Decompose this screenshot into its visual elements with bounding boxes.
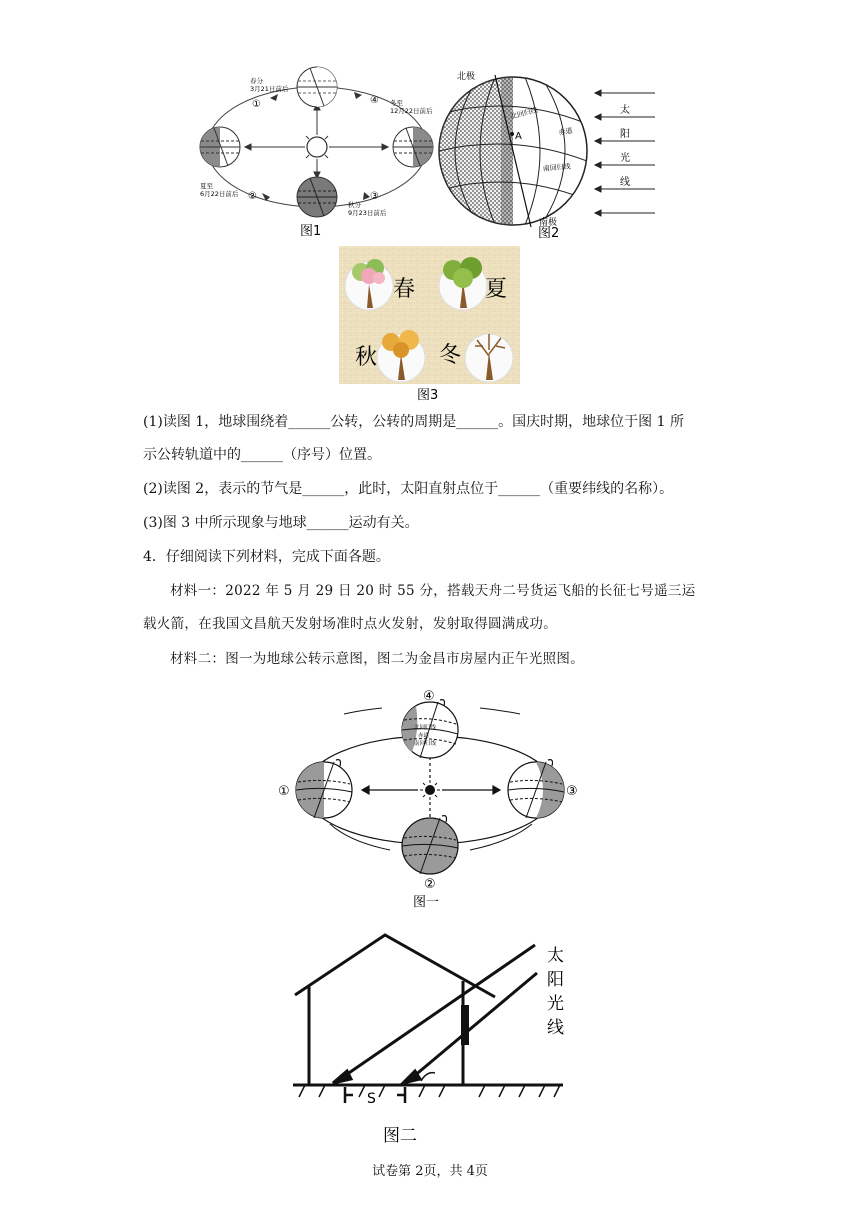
- page-footer: 试卷第 2页，共 4页: [372, 1164, 488, 1179]
- north-pole-label: 北极: [457, 72, 476, 82]
- material-1-line-1: 材料一：2022 年 5 月 29 日 20 时 55 分，搭载天舟二号货运飞船的长征七号遥三运: [170, 583, 696, 599]
- earth-autumn-icon: [297, 177, 337, 217]
- earth-summer-icon: [200, 127, 240, 167]
- tropic-cancer-label: 北回归线: [414, 725, 437, 731]
- sunlight-char-1: 太: [547, 946, 564, 966]
- orbit-number-1: ①: [278, 784, 290, 799]
- figure-2-globe-diagram: [435, 65, 665, 245]
- label-winter-date: 12月22日前后: [390, 107, 433, 115]
- sunlight-char-2: 阳: [620, 129, 630, 140]
- earth-winter-icon: [393, 127, 433, 167]
- point-a-label: A: [515, 131, 522, 142]
- sun-icon: [301, 131, 333, 163]
- figure-b-house-sunlight-diagram: [285, 925, 585, 1150]
- season-autumn: 秋: [355, 345, 378, 370]
- earth-position-3-icon: [508, 760, 564, 818]
- question-1-line-1: (1)读图 1，地球围绕着______公转，公转的周期是______。国庆时期，地球位于图 1 所: [143, 414, 684, 430]
- tropic-cancer-label: 北回归线: [509, 105, 539, 121]
- label-winter: 冬至: [390, 99, 403, 107]
- sunlight-char-3: 光: [547, 994, 564, 1014]
- season-spring: 春: [393, 277, 416, 302]
- autumn-tree-icon: [377, 330, 425, 382]
- question-1-line-2: 示公转轨道中的______（序号）位置。: [143, 447, 381, 463]
- sunlight-char-1: 太: [620, 105, 630, 116]
- south-pole-label: 南极: [539, 218, 558, 228]
- earth-spring-icon: [297, 67, 337, 107]
- orbit-number-4: ④: [370, 95, 379, 106]
- orbit-number-1: ①: [252, 99, 261, 110]
- label-spring-date: 3月21日前后: [250, 85, 289, 93]
- figure-3-caption: 图3: [417, 388, 439, 402]
- tropic-capricorn-label: 南回归线: [542, 162, 572, 173]
- sunlight-char-3: 光: [620, 153, 630, 164]
- earth-position-2-icon: [402, 816, 458, 874]
- figure-b-caption: 图二: [383, 1126, 417, 1146]
- orbit-number-3: ③: [370, 191, 379, 202]
- figure-1-orbit-diagram: [190, 65, 440, 245]
- figure-1-caption: 图1: [300, 224, 322, 239]
- question-3: (3)图 3 中所示现象与地球______运动有关。: [143, 515, 419, 531]
- sun-icon: [420, 780, 440, 800]
- season-winter: 冬: [439, 343, 462, 368]
- orbit-number-2: ②: [248, 191, 257, 202]
- figure-2-caption: 图2: [538, 226, 560, 241]
- equator-label: 赤道: [418, 733, 430, 739]
- material-2: 材料二：图一为地球公转示意图，图二为金昌市房屋内正午光照图。: [170, 651, 584, 667]
- sunlight-char-4: 线: [620, 177, 630, 188]
- orbit-number-4: ④: [423, 689, 435, 704]
- label-summer-date: 6月22日前后: [200, 190, 239, 198]
- orbit-number-3: ③: [566, 784, 578, 799]
- equator-label: 赤道: [557, 126, 574, 137]
- orbit-number-2: ②: [424, 877, 436, 892]
- season-summer: 夏: [485, 277, 508, 302]
- label-autumn: 秋分: [348, 201, 361, 209]
- question-2: (2)读图 2，表示的节气是______，此时，太阳直射点位于______（重要纬线的名称）。: [143, 481, 674, 497]
- figure-a-caption: 图一: [413, 895, 440, 910]
- figure-3-seasons-image: [339, 246, 520, 402]
- tropic-capricorn-label: 南回归线: [414, 741, 437, 747]
- earth-position-1-icon: [296, 760, 352, 818]
- sunlight-char-2: 阳: [547, 970, 564, 990]
- label-autumn-date: 9月23日前后: [348, 209, 387, 217]
- question-4-heading: 4．仔细阅读下列材料，完成下面各题。: [143, 549, 390, 565]
- earth-position-4-icon: [402, 700, 458, 758]
- label-summer: 夏至: [200, 182, 213, 190]
- summer-tree-icon: [439, 257, 487, 310]
- label-spring: 春分: [250, 77, 263, 85]
- material-1-line-2: 载火箭，在我国文昌航天发射场准时点火发射，发射取得圆满成功。: [143, 616, 557, 632]
- winter-tree-icon: [465, 334, 513, 382]
- figure-a-orbit-diagram: [270, 684, 590, 914]
- shadow-length-label: S: [367, 1091, 376, 1107]
- sunlight-char-4: 线: [547, 1018, 564, 1038]
